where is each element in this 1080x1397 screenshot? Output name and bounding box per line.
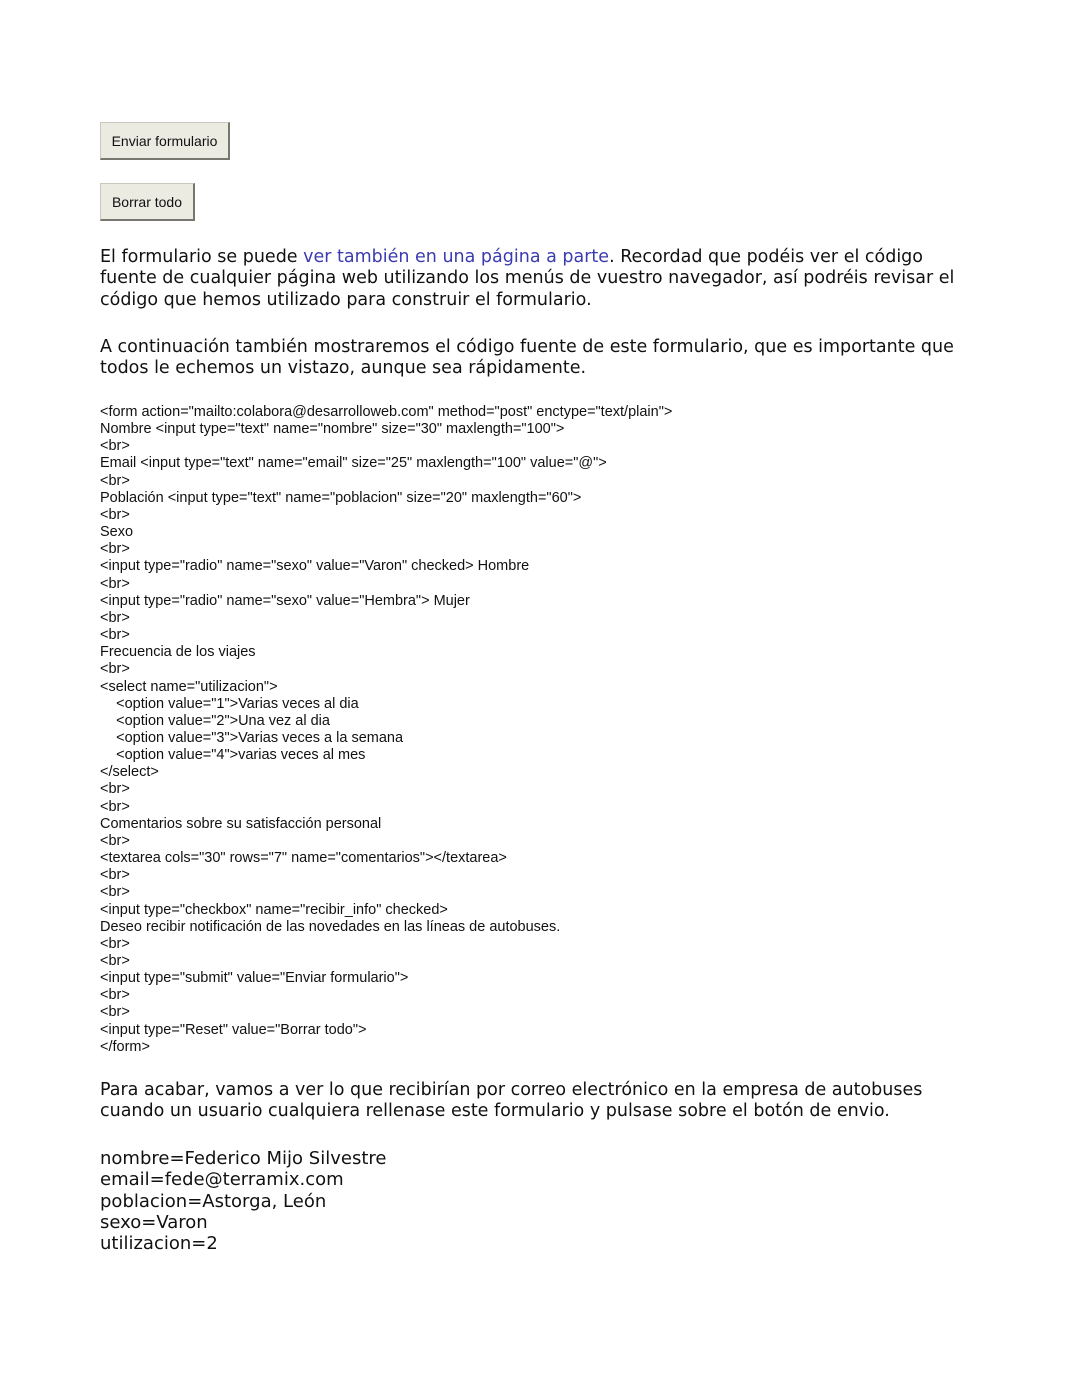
code-line: Frecuencia de los viajes [100,644,256,661]
closing-paragraph: Para acabar, vamos a ver lo que recibirían por correo electrónico en la empresa de autobuses cuando un usuario cualquiera rellenase este formulario y pulsase sobre el botón de envio. [100,1080,923,1122]
code-line: <option value="4">varias veces al mes [100,747,366,764]
code-line: <br> [100,438,130,455]
result-line: email=fede@terramix.com [100,1169,344,1191]
code-line: <br> [100,781,130,798]
code-line: <br> [100,935,130,952]
code-line: <br> [100,1004,130,1021]
code-line: <select name="utilizacion"> [100,678,278,695]
code-line: <br> [100,884,130,901]
code-line: <br> [100,627,130,644]
code-line: <option value="3">Varias veces a la semana [100,729,404,746]
code-line: <input type="checkbox" name="recibir_info" checked> [100,901,448,918]
code-line: <br> [100,867,130,884]
code-line: <br> [100,609,130,626]
code-line: <br> [100,506,130,523]
code-line: <input type="Reset" value="Borrar todo"> [100,1021,367,1038]
code-line: <br> [100,953,130,969]
code-line: Sexo [100,524,134,541]
code-line: <br> [100,472,130,489]
code-line: Población <input type="text" name="poblacion" size="20" maxlength="60"> [100,489,582,506]
code-line: <br> [100,541,130,558]
result-line: nombre=Federico Mijo Silvestre [100,1148,387,1169]
separate-page-link[interactable]: ver también en una página a parte [303,247,610,267]
reset-form-button[interactable]: Borrar todo [100,183,195,221]
code-line: </select> [100,764,159,781]
code-line: Nombre <input type="text" name="nombre" size="30" maxlength="100"> [100,421,565,438]
code-line: Comentarios sobre su satisfacción personal [100,815,382,832]
code-line: <br> [100,987,130,1004]
submit-form-button[interactable]: Enviar formulario [100,122,230,160]
paragraph-text: El formulario se puede [100,247,304,267]
code-line: </form> [100,1038,150,1055]
email-result-block [100,1148,386,1254]
code-line: <option value="2">Una vez al dia [100,712,330,729]
code-line: <br> [100,575,130,592]
intro-paragraph [100,247,980,311]
source-code-block [100,404,672,1056]
result-line: poblacion=Astorga, León [100,1190,327,1212]
paragraph-text: . Recordad que podéis ver el código fuente de cualquier página web utilizando los menús de vuestro navegador, así podréis revisar el código que hemos utilizado para construir el formulario. [100,247,955,310]
code-line: <form action="mailto:colabora@desarrolloweb.com" method="post" enctype="text/plain"> [100,404,673,420]
code-line: <option value="1">Varias veces al dia [100,695,359,712]
code-line: <br> [100,832,130,849]
code-line: <textarea cols="30" rows="7" name="comentarios"></textarea> [100,850,507,867]
code-line: <input type="radio" name="sexo" value="Hembra"> Mujer [100,592,470,609]
code-line: Email <input type="text" name="email" size="25" maxlength="100" value="@"> [100,455,607,472]
code-line: <br> [100,798,130,815]
code-line: <input type="radio" name="sexo" value="Varon" checked> Hombre [100,558,530,575]
code-line: Deseo recibir notificación de las novedades en las líneas de autobuses. [100,918,561,935]
code-intro-paragraph: A continuación también mostraremos el código fuente de este formulario, que es importante que todos le echemos un vistazo, aunque sea rápidamente. [100,337,954,379]
result-line: utilizacion=2 [100,1233,218,1255]
code-line: <input type="submit" value="Enviar formulario"> [100,970,409,987]
code-line: <br> [100,661,130,678]
result-line: sexo=Varon [100,1211,208,1233]
